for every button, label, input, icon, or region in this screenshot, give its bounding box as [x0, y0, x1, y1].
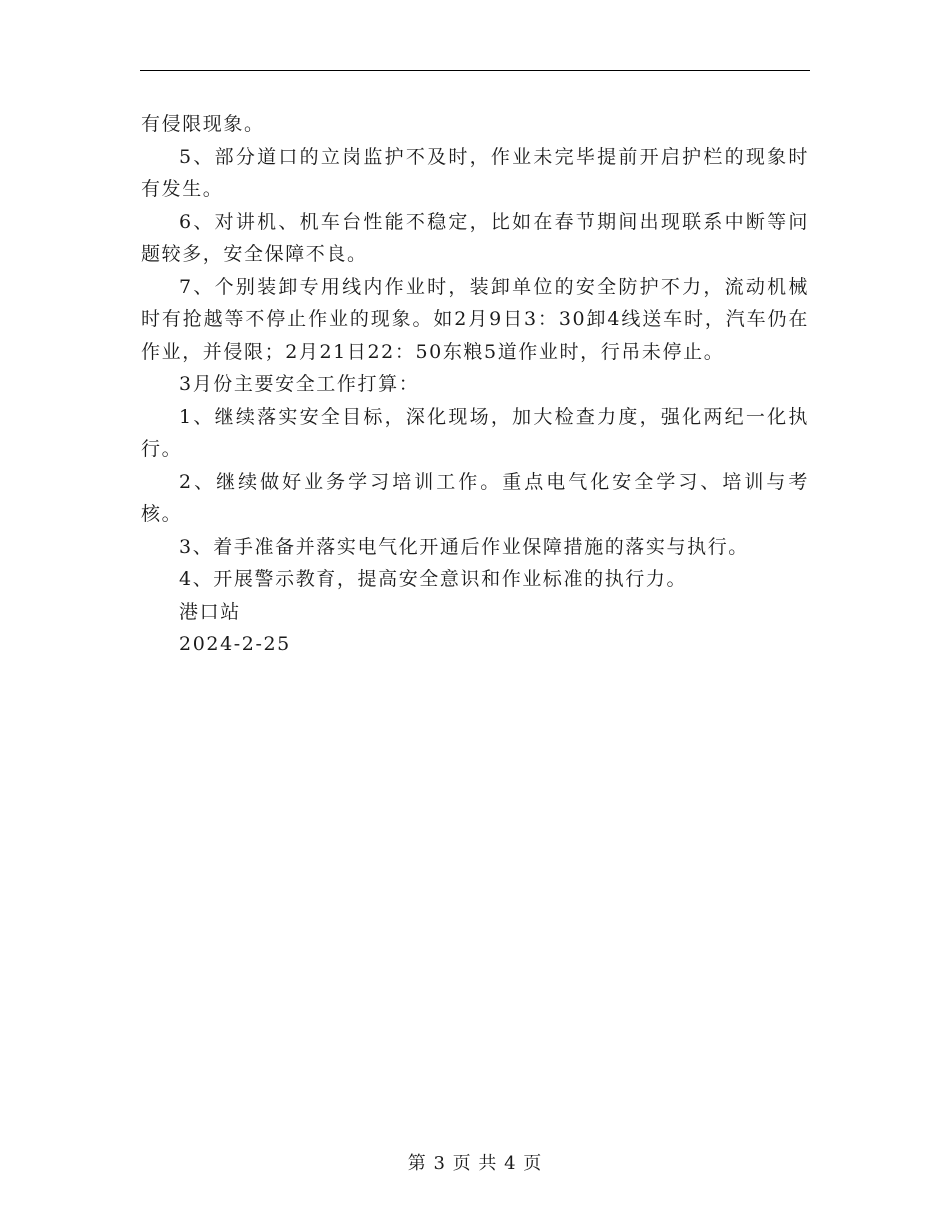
paragraph-item-6: 6、对讲机、机车台性能不稳定，比如在春节期间出现联系中断等问题较多，安全保障不良。: [141, 210, 809, 265]
paragraph-continuation: 有侵限现象。: [141, 113, 265, 135]
footer-prefix: 第: [407, 1153, 427, 1174]
footer-page-number: 3: [433, 1153, 446, 1174]
document-body: [141, 108, 809, 661]
footer-middle: 页 共: [452, 1153, 498, 1174]
section-heading-march-plan: 3月份主要安全工作打算：: [179, 373, 420, 395]
page-footer: [0, 1152, 950, 1176]
footer-total-pages: 4: [504, 1153, 517, 1174]
signature-station: 港口站: [179, 600, 241, 623]
paragraph-item-5: 5、部分道口的立岗监护不及时，作业未完毕提前开启护栏的现象时有发生。: [141, 145, 809, 200]
plan-item-2: 2、继续做好业务学习培训工作。重点电气化安全学习、培训与考核。: [141, 470, 809, 525]
paragraph-item-7: 7、个别装卸专用线内作业时，装卸单位的安全防护不力，流动机械时有抢越等不停止作业的现象。如2月9日3：30卸4线送车时，汽车仍在作业，并侵限；2月21日22：50东粮5道作业时，行吊未停止。: [141, 275, 809, 363]
header-rule: [140, 70, 810, 71]
plan-item-3: 3、着手准备并落实电气化开通后作业保障措施的落实与执行。: [179, 535, 749, 558]
plan-item-4: 4、开展警示教育，提高安全意识和作业标准的执行力。: [179, 568, 688, 590]
signature-date: 2024-2-25: [179, 633, 291, 655]
plan-item-1: 1、继续落实安全目标，深化现场，加大检查力度，强化两纪一化执行。: [141, 405, 809, 460]
footer-suffix: 页: [523, 1153, 543, 1174]
